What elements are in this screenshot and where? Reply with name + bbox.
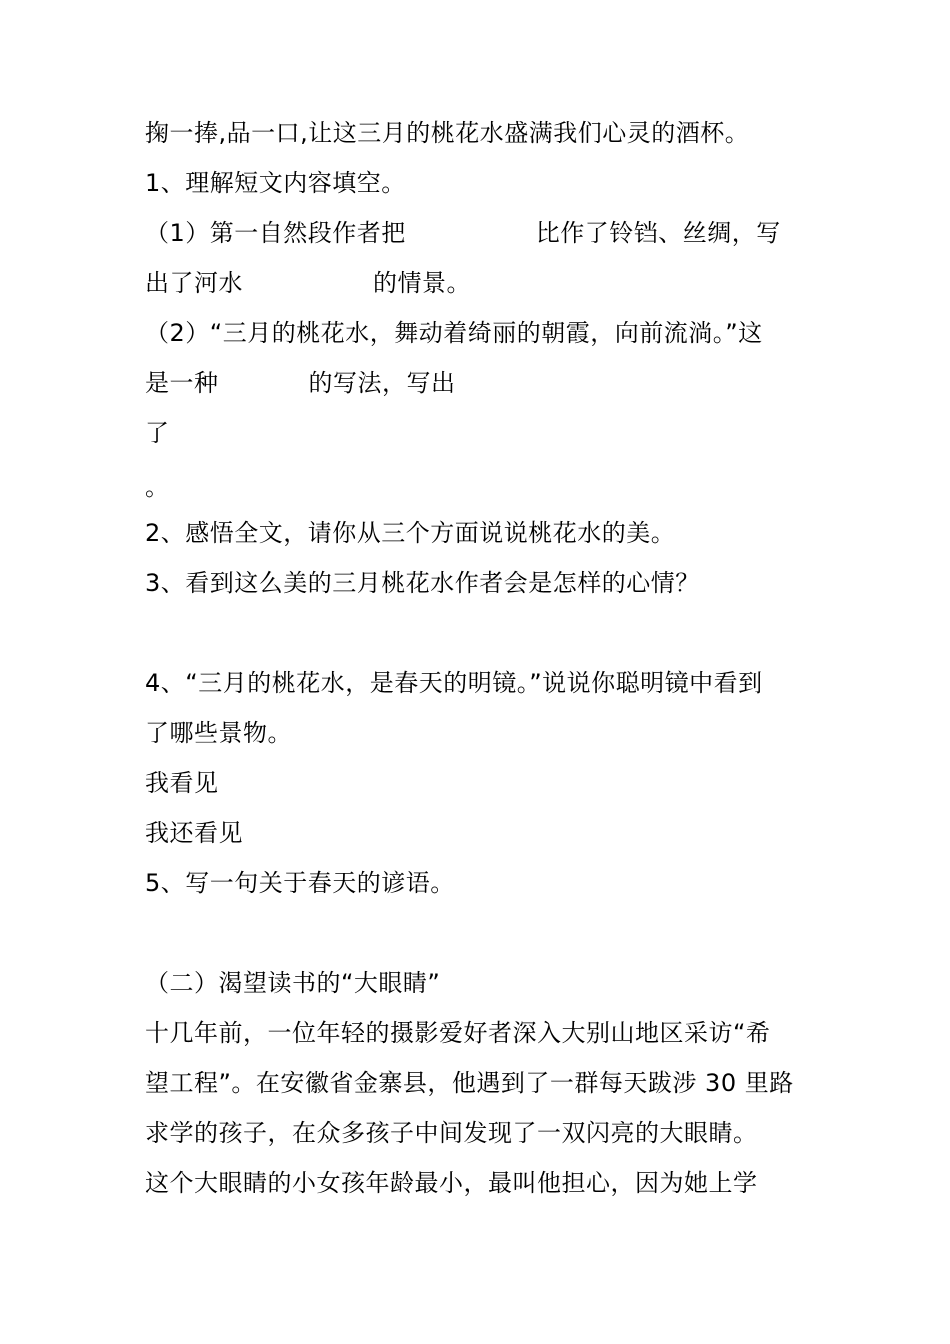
question-1-2-line-1: （2）“三月的桃花水，舞动着绮丽的朝霞，向前流淌。”这 xyxy=(145,319,763,347)
answer-line-2: 我还看见 xyxy=(145,819,243,847)
text-segment: 是一种 xyxy=(145,369,219,397)
text-segment: 的情景。 xyxy=(373,269,471,297)
text-segment: （1）第一自然段作者把 xyxy=(145,219,406,247)
question-4-line-1: 4、“三月的桃花水，是春天的明镜。”说说你聪明镜中看到 xyxy=(145,669,763,697)
passage-line: 这个大眼睛的小女孩年龄最小，最叫他担心，因为她上学 xyxy=(145,1169,758,1197)
text-segment: 的写法，写出 xyxy=(308,369,456,397)
question-1-1-line-2 xyxy=(145,268,471,298)
text-segment: 比作了铃铛、丝绸，写 xyxy=(535,219,781,247)
question-1-1-line-1 xyxy=(145,218,781,248)
question-1-heading: 1、理解短文内容填空。 xyxy=(145,169,406,197)
section-title: （二）渴望读书的“大眼睛” xyxy=(145,969,441,997)
question-1-2-line-3: 了 xyxy=(145,419,170,447)
answer-line-1: 我看见 xyxy=(145,769,219,797)
question-1-2-line-2 xyxy=(145,368,456,398)
passage-line: 求学的孩子，在众多孩子中间发现了一双闪亮的大眼睛。 xyxy=(145,1119,758,1147)
passage-line: 望工程”。在安徽省金寨县，他遇到了一群每天跋涉 30 里路 xyxy=(145,1069,794,1097)
question-2: 2、感悟全文，请你从三个方面说说桃花水的美。 xyxy=(145,519,676,547)
question-1-2-line-4: 。 xyxy=(145,473,170,501)
passage-line: 十几年前，一位年轻的摄影爱好者深入大别山地区采访“希 xyxy=(145,1019,771,1047)
question-4-line-2: 了哪些景物。 xyxy=(145,719,292,747)
text-line: 掬一捧,品一口,让这三月的桃花水盛满我们心灵的酒杯。 xyxy=(145,119,750,147)
question-5: 5、写一句关于春天的谚语。 xyxy=(145,869,455,897)
question-3: 3、看到这么美的三月桃花水作者会是怎样的心情？ xyxy=(145,569,700,597)
text-segment: 出了河水 xyxy=(145,269,243,297)
